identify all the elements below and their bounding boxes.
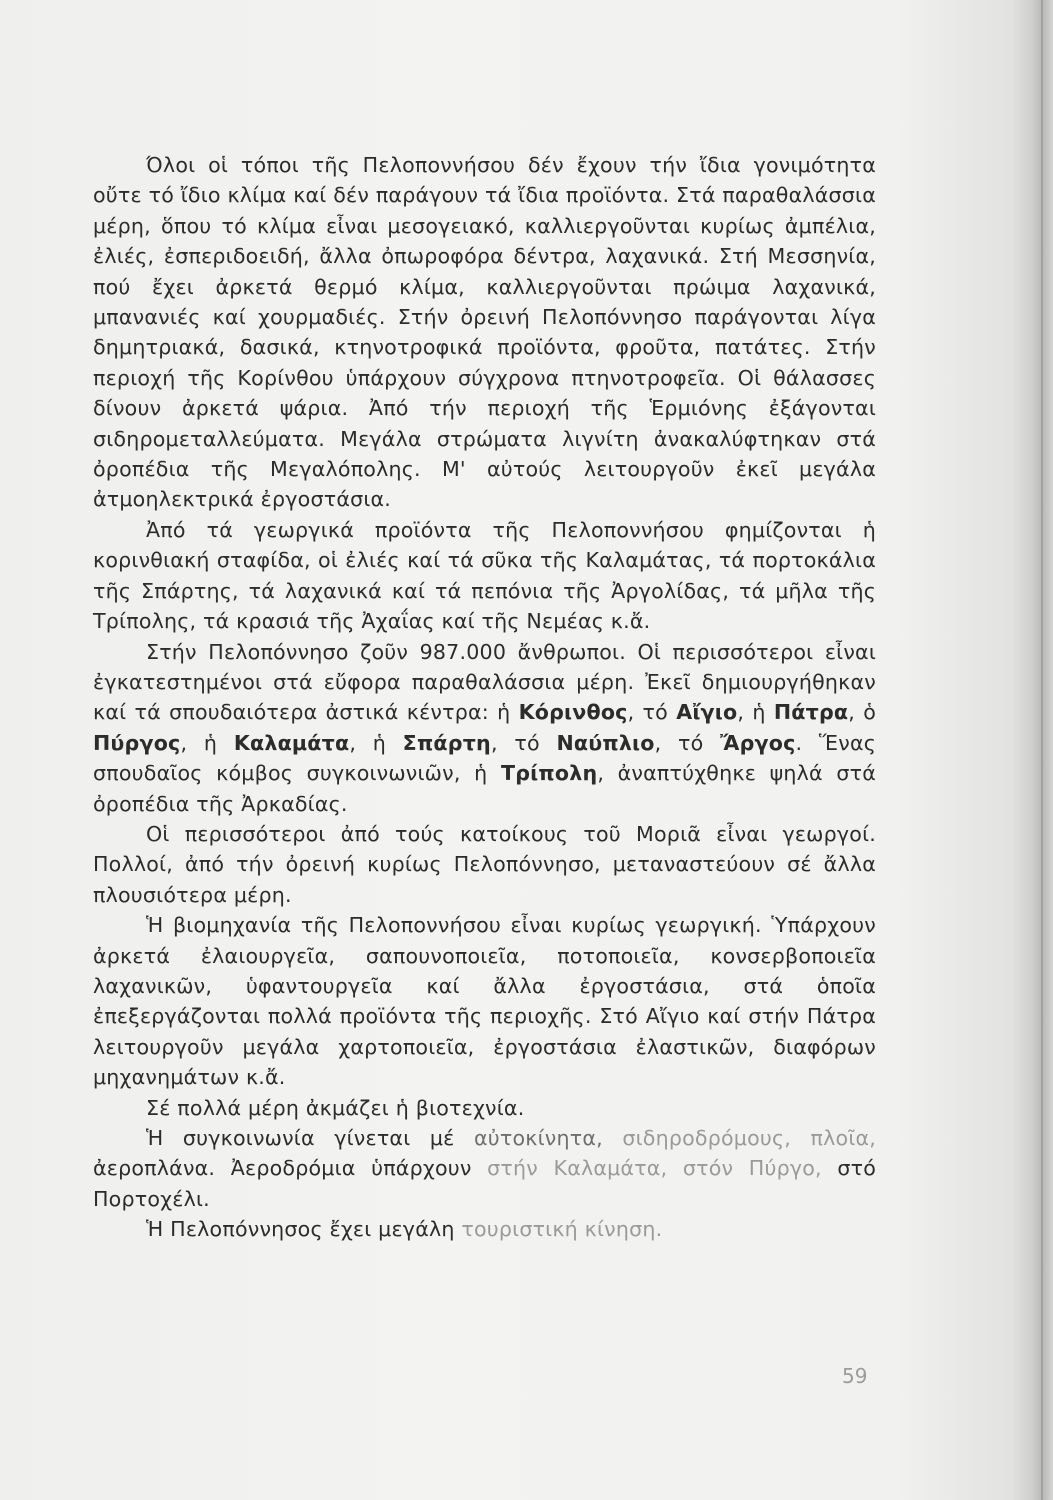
text-segment: , τό xyxy=(490,730,557,755)
city-sparti: Σπάρτη xyxy=(402,730,491,755)
paragraph-text: Ἡ βιομηχανία τῆς Πελοποννήσου εἶναι κυρίως γεωργική. Ὑπάρχουν ἀρκετά ἐλαιουργεῖα, σαπουνοποιεῖα, ποτοποιεῖα, κονσερβοποιεῖα λαχανικῶν, ὑφαντουργεῖα καί ἄλλα ἐργοστάσια, στά ὁποῖα ἐπεξεργάζονται πολλά προϊόντα τῆς περιοχῆς. Στό Αἴγιο καί στήν Πάτρα λειτουργοῦν μεγάλα χαρτοποιεῖα, ἐργοστάσια ἐλαστικῶν, διαφόρων μηχανημάτων κ.ἄ. xyxy=(93,913,876,1090)
text-segment: Ἡ Πελοπόννησος ἔχει μεγάλη xyxy=(146,1217,462,1242)
text-segment: ἀεροπλάνα. Ἀεροδρόμια ὑπάρχουν xyxy=(93,1156,488,1181)
paragraph-text: Όλοι οἱ τόποι τῆς Πελοποννήσου δέν ἔχουν τήν ἴδια γονιμότητα οὔτε τό ἴδιο κλίμα καί δέν παράγουν τά ἴδια προϊόντα. Στά παραθαλάσσια μέρη, ὅπου τό κλίμα εἶναι μεσογειακό, καλλιεργοῦνται κυρίως ἀμπέλια, ἐλιές, ἐσπεριδοειδή, ἄλλα ὀπωροφόρα δέντρα, λαχανικά. Στή Μεσσηνία, πού ἔχει ἀρκετά θερμό κλίμα, καλλιεργοῦνται πρώιμα λαχανικά, μπανανιές καί χουρμαδιές. Στήν ὀρεινή Πελοπόννησο παράγονται λίγα δημητριακά, δασικά, κτηνοτροφικά προϊόντα, φροῦτα, πατάτες. Στήν περιοχή τῆς Κορίνθου ὑπάρχουν σύγχρονα πτηνοτροφεῖα. Οἱ θάλασσες δίνουν ἀρκετά ψάρια. Ἀπό τήν περιοχή τῆς Ἑρμιόνης ἐξάγονται σιδηρομεταλλεύματα. Μεγάλα στρώματα λιγνίτη ἀνακαλύφτηκαν στά ὀροπέδια τῆς Μεγαλόπολης. Μ' αὐτούς λειτουργοῦν ἐκεῖ μεγάλα ἀτμοηλεκτρικά ἐργοστάσια. xyxy=(93,153,876,512)
city-pyrgos: Πύργος xyxy=(93,730,181,755)
city-tripoli: Τρίπολη xyxy=(500,761,598,786)
paragraph-industry xyxy=(93,910,876,1092)
city-nafplio: Ναύπλιο xyxy=(556,730,655,755)
text-segment: στό Πορτοχέλι. xyxy=(93,1156,877,1211)
text-segment: Στήν Πελοπόννησο ζοῦν 987.000 ἄνθρωποι. Οἱ περισσότεροι εἶναι ἐγκατεστημένοι στά εὔφορα παραθαλάσσια μέρη. Ἐκεῖ δημιουργήθηκαν καί τά σπουδαιότερα ἀστικά κέντρα: ἡ xyxy=(93,639,876,725)
text-segment: , ἡ xyxy=(737,700,774,725)
city-korinthos: Κόρινθος xyxy=(518,700,628,725)
text-segment: , τό xyxy=(627,700,677,725)
text-segment: Ἡ συγκοινωνία γίνεται μέ xyxy=(146,1126,474,1150)
paragraph-text: Σέ πολλά μέρη ἀκμάζει ἡ βιοτεχνία. xyxy=(146,1095,525,1120)
text-segment: , ἡ xyxy=(180,730,234,755)
faded-text-segment: αὐτοκίνητα, xyxy=(474,1126,623,1150)
paragraph-text: Οἱ περισσότεροι ἀπό τούς κατοίκους τοῦ Μοριᾶ εἶναι γεωργοί. Πολλοί, ἀπό τήν ὀρεινή κυρίως Πελοπόννησο, μεταναστεύουν σέ ἄλλα πλουσιότερα μέρη. xyxy=(93,821,876,907)
body-text xyxy=(93,150,876,1245)
paragraph-population xyxy=(93,637,876,819)
text-segment: . Ἕνας σπουδαῖος κόμβος συγκοινωνιῶν, ἡ xyxy=(93,730,877,786)
paragraph-crafts xyxy=(93,1093,876,1123)
city-patra: Πάτρα xyxy=(773,700,849,725)
city-argos: Ἄργος xyxy=(720,730,796,755)
city-kalamata: Καλαμάτα xyxy=(233,730,350,755)
text-segment: , ὁ xyxy=(848,700,877,725)
paragraph-tourism xyxy=(93,1214,876,1244)
paragraph-agriculture xyxy=(93,150,876,515)
city-aigio: Αἴγιο xyxy=(676,700,738,725)
faded-text-segment: σιδηροδρόμους, πλοῖα, xyxy=(622,1126,877,1150)
page-edge-shadow xyxy=(1041,0,1043,1500)
page-number: 59 xyxy=(842,1364,868,1388)
paragraph-farmers xyxy=(93,819,876,910)
faded-text-segment: στήν Καλαμάτα, στόν Πύργο, xyxy=(487,1156,822,1181)
paragraph-products xyxy=(93,515,876,637)
paragraph-text: Ἀπό τά γεωργικά προϊόντα τῆς Πελοποννήσου φημίζονται ἡ κορινθιακή σταφίδα, οἱ ἐλιές καί τά σῦκα τῆς Καλαμάτας, τά πορτοκάλια τῆς Σπάρτης, τά λαχανικά καί τά πεπόνια τῆς Ἀργολίδας, τά μῆλα τῆς Τρίπολης, τά κρασιά τῆς Ἀχαΐας καί τῆς Νεμέας κ.ἄ. xyxy=(93,517,876,634)
text-segment: , ἀναπτύχθηκε ψηλά στά ὀροπέδια τῆς Ἀρκαδίας. xyxy=(93,761,876,816)
text-segment: , τό xyxy=(654,730,721,755)
faded-text-segment: τουριστική κίνηση. xyxy=(461,1217,663,1242)
paragraph-transport xyxy=(93,1123,876,1214)
text-segment: , ἡ xyxy=(349,730,403,755)
